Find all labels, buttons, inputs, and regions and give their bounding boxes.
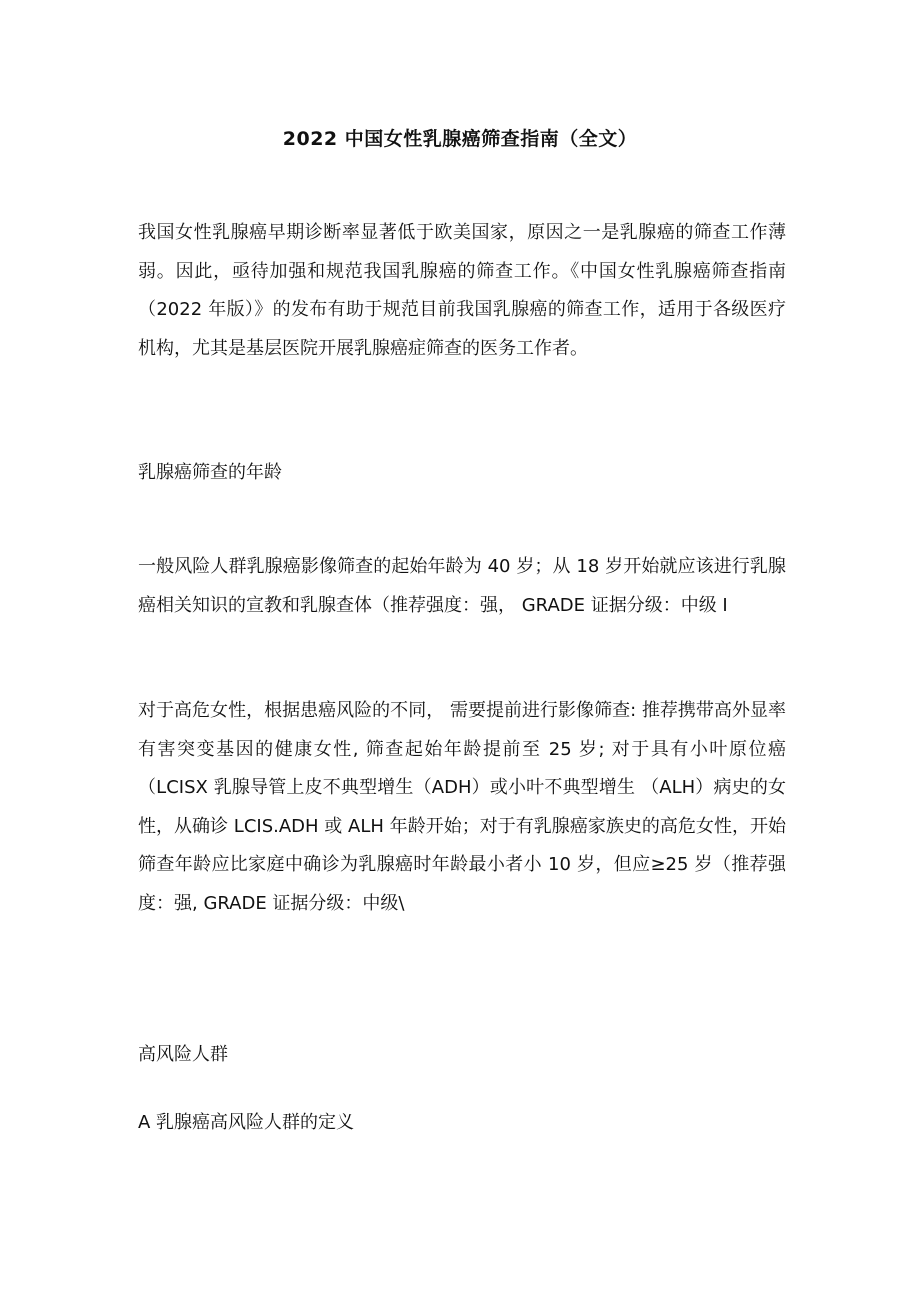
document-title: 2022 中国女性乳腺癌筛查指南（全文） — [282, 128, 638, 150]
section-heading-screening-age: 乳腺癌筛查的年龄 — [138, 462, 282, 483]
general-risk-age-paragraph: 一般风险人群乳腺癌影像筛查的起始年龄为 40 岁；从 18 岁开始就应该进行乳腺癌相关知识的宣教和乳腺查体（推荐强度：强， GRADE 证据分级：中级 I — [138, 556, 786, 616]
subsection-heading-definition: A 乳腺癌高风险人群的定义 — [138, 1112, 355, 1133]
section-heading-high-risk: 高风险人群 — [138, 1044, 228, 1065]
high-risk-age-paragraph: 对于高危女性，根据患癌风险的不同， 需要提前进行影像筛查: 推荐携带高外显率有害突变基因的健康女性, 筛查起始年龄提前至 25 岁; 对于具有小叶原位癌（LCISX 乳腺导管上皮不典型增生（ADH）或小叶不典型增生 （ALH）病史的女性，从确诊 LCIS.ADH 或 ALH 年龄开始；对于有乳腺癌家族史的高危女性，开始筛查年龄应比家庭中确诊为乳腺癌时年龄最小者小 10 岁，但应≥25 岁（推荐强度：强, GRADE 证据分级：中级\ — [138, 700, 786, 914]
intro-paragraph: 我国女性乳腺癌早期诊断率显著低于欧美国家，原因之一是乳腺癌的筛查工作薄弱。因此，亟待加强和规范我国乳腺癌的筛查工作。《中国女性乳腺癌筛查指南（2022 年版）》的发布有助于规范目前我国乳腺癌的筛查工作，适用于各级医疗机构，尤其是基层医院开展乳腺癌症筛查的医务工作者。 — [138, 222, 786, 359]
